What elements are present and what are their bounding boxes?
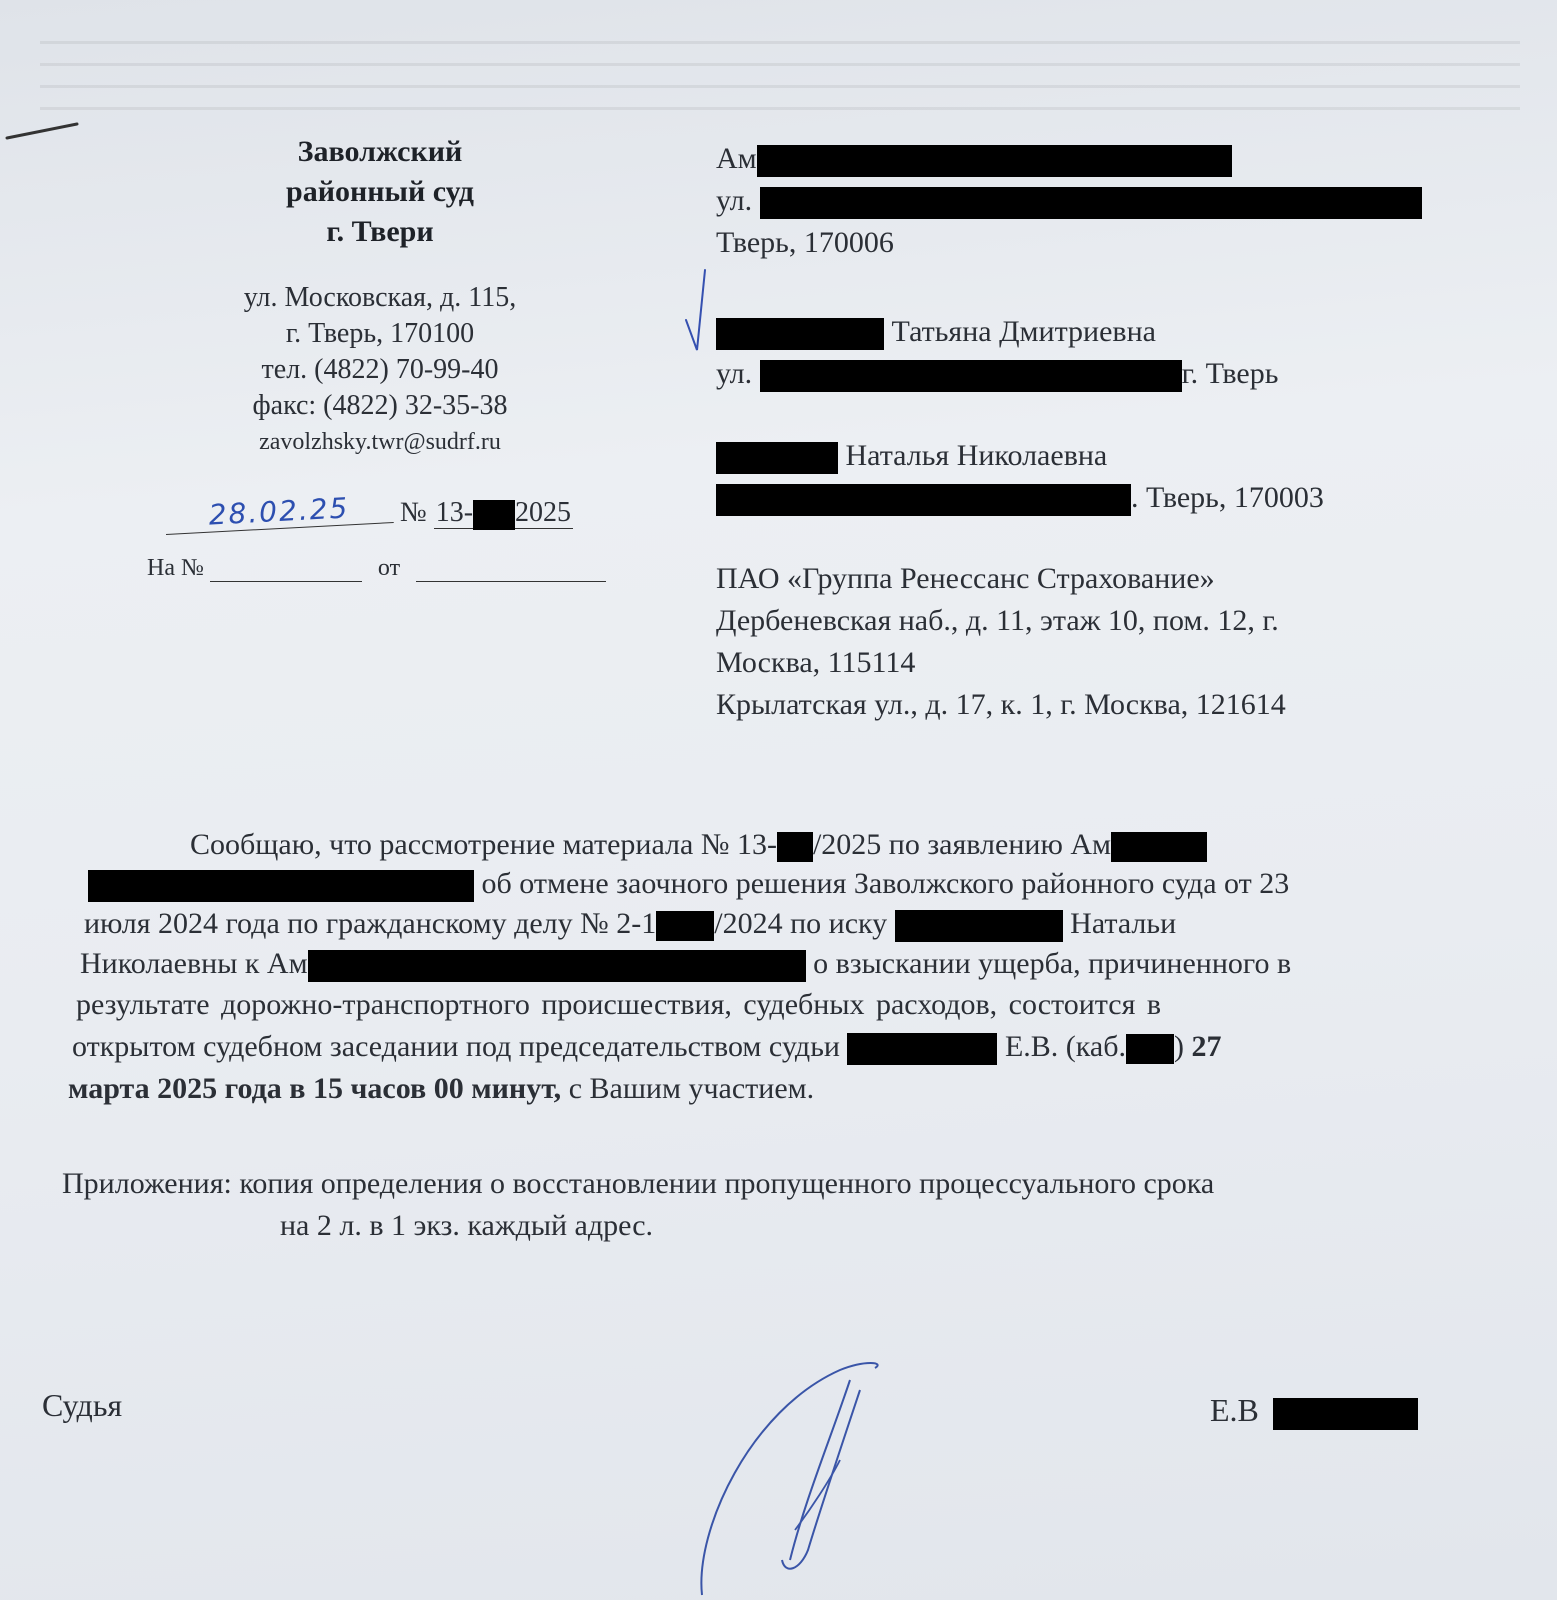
- recipient-4-name: ПАО «Группа Ренессанс Страхование»: [716, 562, 1215, 595]
- recipient-3-city: . Тверь, 170003: [1131, 481, 1324, 514]
- body-text: Натальи: [1070, 907, 1177, 940]
- body-line-4: [80, 947, 1291, 982]
- bleed-through-text: [40, 40, 1520, 110]
- court-name-line1: Заволжский: [297, 135, 463, 168]
- court-address-line2: г. Тверь, 170100: [285, 318, 475, 349]
- court-email: zavolzhsky.twr@sudrf.ru: [259, 429, 501, 455]
- body-text: Е.В. (каб.: [1004, 1030, 1126, 1063]
- redaction-block: [757, 145, 1232, 177]
- redaction-block: [1273, 1398, 1418, 1430]
- redaction-block: [656, 911, 714, 941]
- outgoing-number-value: 13- 2025: [435, 497, 572, 528]
- court-letterhead: [200, 132, 560, 252]
- outgoing-number: [165, 491, 573, 532]
- redaction-block: [1126, 1034, 1174, 1064]
- body-text: об отмене заочного решения Заволжского районного суда от 23: [481, 867, 1290, 900]
- judge-title: Судья: [42, 1387, 123, 1423]
- recipient-2-name: Татьяна Дмитриевна: [891, 315, 1156, 348]
- recipient-4-address-line3: Крылатская ул., д. 17, к. 1, г. Москва, 121614: [716, 688, 1286, 721]
- judge-initials: Е.В: [1210, 1392, 1259, 1428]
- redaction-block: [716, 318, 884, 350]
- recipient-3: [716, 435, 1324, 519]
- redaction-block: [760, 187, 1422, 219]
- court-name-line3: г. Твери: [326, 215, 434, 248]
- court-fax: факс: (4822) 32-35-38: [252, 390, 508, 421]
- body-text: /2024 по иску: [714, 907, 888, 940]
- body-line-1: [190, 828, 1207, 862]
- redaction-block: [1111, 832, 1207, 862]
- body-line-3: [84, 907, 1176, 942]
- body-text: о взыскании ущерба, причиненного в: [813, 947, 1292, 980]
- number-sign: №: [400, 497, 427, 528]
- redaction-block: [473, 500, 515, 530]
- handwritten-signature: [690, 1350, 890, 1600]
- recipient-1-street: ул.: [716, 184, 753, 217]
- recipient-2: [716, 311, 1278, 395]
- redaction-block: [88, 870, 474, 902]
- recipient-2-city: г. Тверь: [1181, 357, 1279, 390]
- attachments-line2: на 2 л. в 1 экз. каждый адрес.: [280, 1209, 654, 1242]
- reply-date-blank: [416, 581, 606, 582]
- body-line-7: [68, 1072, 814, 1106]
- body-text: ): [1173, 1030, 1184, 1063]
- body-line-2: [88, 867, 1289, 902]
- court-name-line2: районный суд: [286, 175, 474, 208]
- redaction-block: [847, 1033, 997, 1065]
- redaction-block: [716, 442, 838, 474]
- body-line-6: [72, 1030, 1221, 1065]
- recipient-1: [716, 138, 1422, 264]
- attachments-line1: Приложения: копия определения о восстановлении пропущенного процессуального срока: [62, 1167, 1215, 1200]
- reply-reference: [147, 555, 606, 582]
- body-text: Сообщаю, что рассмотрение материала № 13-: [190, 828, 777, 861]
- redaction-block: [777, 832, 813, 862]
- court-contacts: [180, 280, 580, 460]
- redaction-block: [308, 950, 806, 982]
- reply-number-label: На №: [147, 555, 204, 581]
- body-text: открытом судебном заседании под председательством судьи: [72, 1030, 840, 1063]
- redaction-block: [716, 484, 1131, 516]
- recipient-4-address-line2: Москва, 115114: [716, 646, 916, 679]
- recipient-1-city: Тверь, 170006: [716, 226, 894, 259]
- reply-number-blank: [210, 581, 362, 582]
- judge-name: [1210, 1392, 1418, 1430]
- pen-checkmark: [683, 265, 713, 355]
- court-phone: тел. (4822) 70-99-40: [261, 354, 499, 385]
- body-text: результате дорожно-транспортного происшествия, судебных расходов, состоится в: [76, 988, 1162, 1021]
- redaction-block: [760, 360, 1182, 392]
- body-line-5: [76, 988, 1161, 1022]
- body-text: июля 2024 года по гражданскому делу № 2-1: [84, 907, 657, 940]
- recipient-4: [716, 558, 1286, 726]
- recipient-4-address-line1: Дербеневская наб., д. 11, этаж 10, пом. 12, г.: [716, 604, 1279, 637]
- court-address-line1: ул. Московская, д. 115,: [243, 282, 517, 313]
- body-text: Николаевны к Ам: [80, 947, 308, 980]
- redaction-block: [895, 910, 1063, 942]
- reply-from-label: от: [377, 555, 401, 581]
- handwritten-date: 28.02.25: [164, 489, 393, 535]
- recipient-1-name: Ам: [716, 142, 757, 175]
- recipient-3-name: Наталья Николаевна: [845, 439, 1108, 472]
- attachments: [62, 1163, 1214, 1247]
- body-text: с Вашим участием.: [568, 1072, 815, 1105]
- body-text: /2025 по заявлению Ам: [812, 828, 1112, 861]
- hearing-datetime: марта 2025 года в 15 часов 00 минут,: [68, 1072, 562, 1105]
- hearing-day: 27: [1191, 1030, 1222, 1063]
- recipient-2-street: ул.: [716, 357, 753, 390]
- pen-scribble: [5, 118, 85, 148]
